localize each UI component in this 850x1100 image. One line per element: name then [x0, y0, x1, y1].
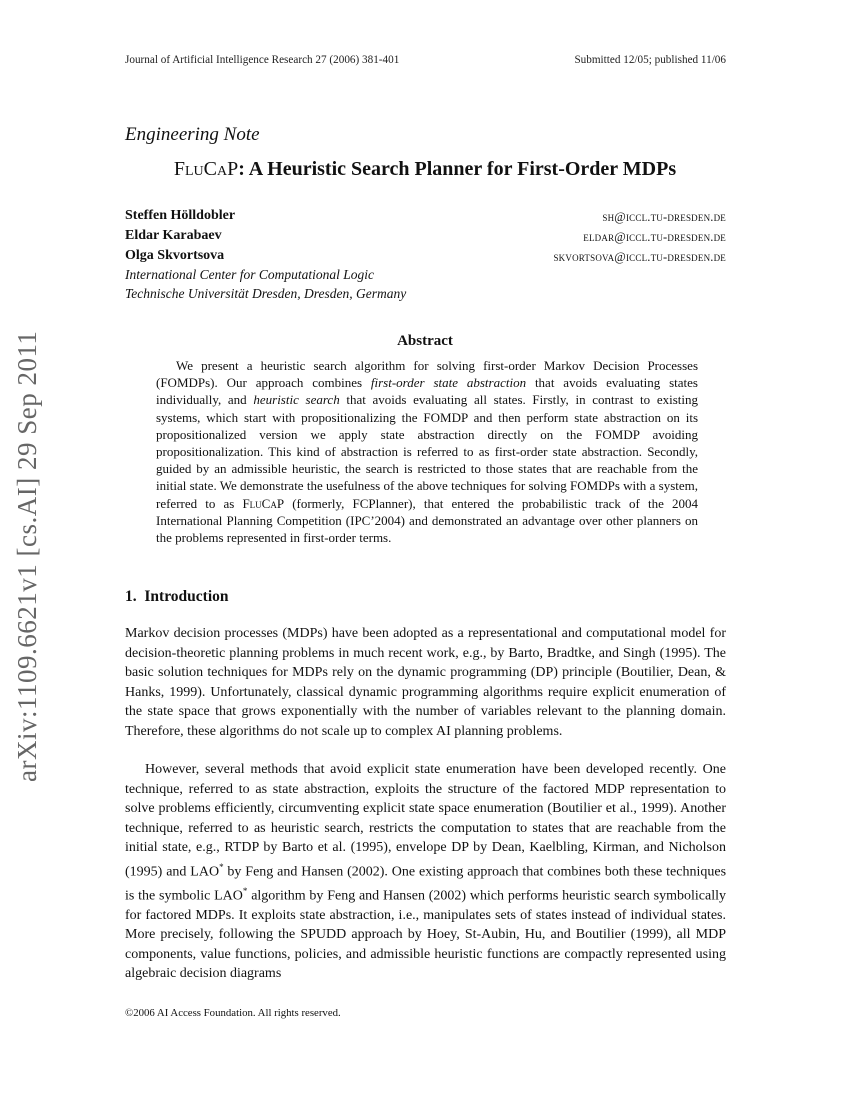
submission-dates: Submitted 12/05; published 11/06	[574, 54, 726, 66]
affiliation-line: Technische Universität Dresden, Dresden, Germany	[125, 286, 407, 301]
affiliation-line: International Center for Computational Logic	[125, 267, 374, 282]
author-row	[125, 228, 726, 244]
section-heading: 1. Introduction	[125, 588, 229, 605]
author-email[interactable]: eldar@iccl.tu-dresden.de	[583, 230, 726, 244]
abstract-body: We present a heuristic search algorithm for solving first-order Markov Decision Processes (FOMDPs). Our approach combines first-order state abstraction that avoids evaluating states individually, and heuristic search that avoids evaluating all states. Firstly, in contrast to existing systems, which start with propositionalizing the FOMDP and then perform state abstraction on its propositionalized version we apply state abstraction directly on the FOMDP avoiding propositionalization. This kind of abstraction is referred to as first-order state abstraction. Secondly, guided by an admissible heuristic, the search is restricted to those states that are reachable from the initial state. We demonstrate the usefulness of the above techniques for solving FOMDPs with a system, referred to as FluCaP (formerly, FCPlanner), that entered the probabilistic track of the 2004 International Planning Competition (IPC’2004) and demonstrated an advantage over other planners on the problems represented in first-order terms.	[156, 358, 699, 546]
arxiv-identifier: arXiv:1109.6621v1 [cs.AI] 29 Sep 2011	[12, 330, 42, 782]
copyright-footer: ©2006 AI Access Foundation. All rights reserved.	[125, 1007, 341, 1019]
author-email[interactable]: skvortsova@iccl.tu-dresden.de	[553, 250, 726, 264]
paper-title	[0, 158, 850, 181]
title-rest: : A Heuristic Search Planner for First-Order MDPs	[238, 158, 677, 180]
author-name: Steffen Hölldobler	[125, 208, 236, 223]
intro-paragraph: However, several methods that avoid explicit state enumeration have been developed recently. One technique, referred to as state abstraction, exploits the structure of the factored MDP representation to solve problems efficiently, circumventing explicit state space enumeration (Boutilier et al., 1999). Another technique, referred to as heuristic search, restricts the computation to states that are reachable from the initial state, e.g., RTDP by Barto et al. (1995), envelope DP by Dean, Kaelbling, Kirman, and Nicholson (1995) and LAO* by Feng and Hansen (2002). One existing approach that combines both these techniques is the symbolic LAO* algorithm by Feng and Hansen (2002) which performs heuristic search symbolically for factored MDPs. It exploits state abstraction, i.e., manipulates sets of states instead of individual states. More precisely, following the SPUDD approach by Hoey, St-Aubin, Hu, and Boutilier (1999), all MDP components, value functions, policies, and admissible heuristic functions are compactly represented using algebraic decision diagrams	[125, 762, 727, 982]
author-row	[125, 208, 726, 224]
author-row	[125, 248, 726, 264]
journal-header: Journal of Artificial Intelligence Research 27 (2006) 381-401	[125, 54, 400, 66]
author-email[interactable]: sh@iccl.tu-dresden.de	[602, 210, 726, 224]
intro-paragraph: Markov decision processes (MDPs) have been adopted as a representational and computational model for decision-theoretic planning problems in much recent work, e.g., by Barto, Bradtke, and Singh (1995). The basic solution techniques for MDPs rely on the dynamic programming (DP) principle (Boutilier, Dean, & Hanks, 1999). Unfortunately, classical dynamic programming algorithms require explicit enumeration of the state space that grows exponentially with the number of variables relevant to the planning domain. Therefore, these algorithms do not scale up to complex AI planning problems.	[125, 626, 726, 739]
abstract-heading: Abstract	[397, 333, 453, 349]
author-name: Olga Skvortsova	[125, 248, 225, 263]
system-name: FluCaP	[173, 158, 239, 180]
engineering-note-label: Engineering Note	[125, 124, 260, 145]
author-name: Eldar Karabaev	[125, 228, 222, 243]
